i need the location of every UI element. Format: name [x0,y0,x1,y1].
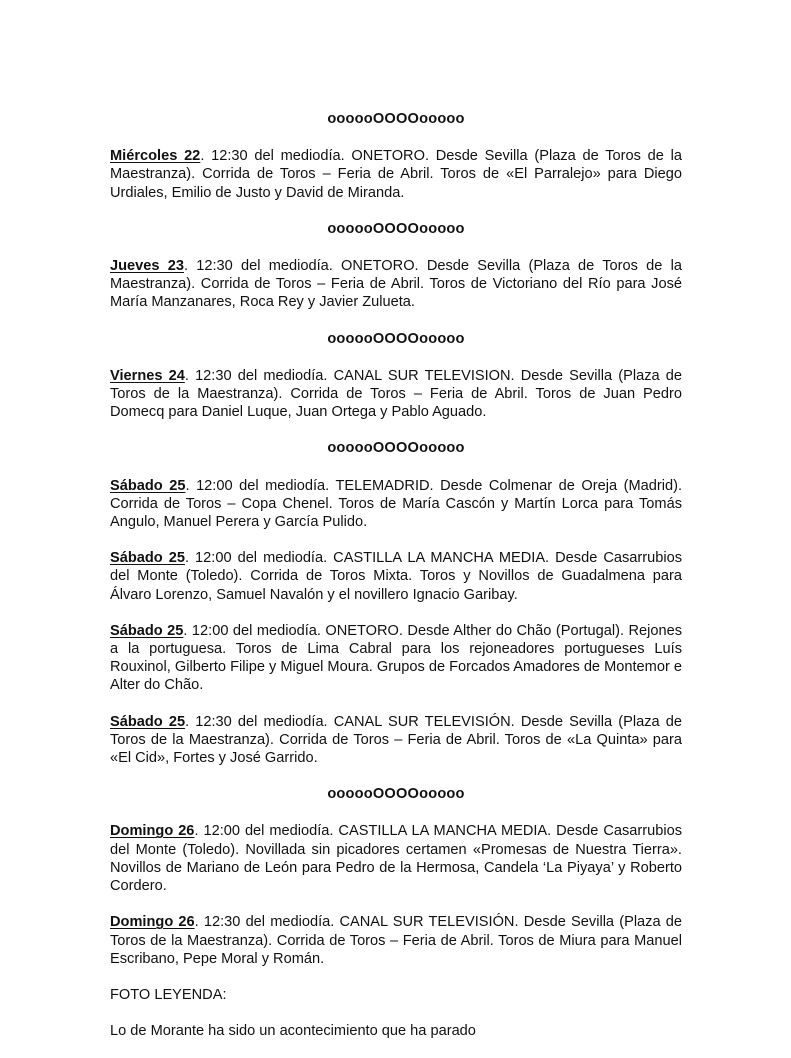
entry-day: Domingo 26 [110,823,195,840]
schedule-entry [110,822,682,895]
entry-day: Jueves 23 [110,258,184,275]
separator: oooooOOOOooooo [327,220,465,237]
schedule-entry [110,367,682,422]
separator: oooooOOOOooooo [327,786,465,803]
entry-day: Sábado 25 [110,550,185,567]
entry-day: Miércoles 22 [110,148,201,165]
entry-text: . 12:00 del mediodía. CASTILLA LA MANCHA MEDIA. Desde Casarrubios del Monte (Toledo). Corrida de Toros Mixta. Toros y Novillos de Guadalmena para Álvaro Lorenzo, Samuel Navalón y el novillero Ignacio Garibay. [110,550,683,603]
schedule-entry [110,549,682,604]
entry-text: . 12:00 del mediodía. TELEMADRID. Desde Colmenar de Oreja (Madrid). Corrida de Toros – Copa Chenel. Toros de María Cascón y Martín Lorca para Tomás Angulo, Manuel Perera y García Pulido. [110,477,683,531]
entry-day: Sábado 25 [110,477,186,494]
schedule-entry [110,622,682,695]
entry-text: . 12:00 del mediodía. ONETORO. Desde Alther do Chão (Portugal). Rejones a la portuguesa. Toros de Lima Cabral para los rejoneadores portugueses Luís Rouxinol, Gilberto Filipe y Miguel Moura. Grupos de Forcados Amadores de Montemor e Alter do Chão. [110,622,682,694]
entry-day: Viernes 24 [110,367,185,384]
separator: oooooOOOOooooo [327,330,465,347]
separator: oooooOOOOooooo [327,440,465,457]
schedule-entry [110,713,682,768]
caption-label: FOTO LEYENDA: [110,986,227,1003]
entry-text: . 12:30 del mediodía. CANAL SUR TELEVISION. Desde Sevilla (Plaza de Toros de la Maestranza). Corrida de Toros – Feria de Abril. Toros de Juan Pedro Domecq para Daniel Luque, Juan Ortega y Pablo Aguado. [110,367,682,421]
schedule-entry [110,913,682,968]
entry-text: . 12:30 del mediodía. CANAL SUR TELEVISIÓN. Desde Sevilla (Plaza de Toros de la Maestranza). Corrida de Toros – Feria de Abril. Toros de «La Quinta» para «El Cid», Fortes y José Garrido. [110,713,682,767]
entry-text: . 12:00 del mediodía. CASTILLA LA MANCHA MEDIA. Desde Casarrubios del Monte (Toledo). Novillada sin picadores certamen «Promesas de Nuestra Tierra». Novillos de Mariano de León para Pedro de la Hermosa, Candela ‘La Piyaya’ y Roberto Cordero. [110,823,683,895]
schedule-entry [110,147,682,202]
schedule-entry [110,477,682,532]
entry-day: Domingo 26 [110,914,195,931]
caption-text: Lo de Morante ha sido un acontecimiento que ha parado [110,1023,476,1040]
entry-text: . 12:30 del mediodía. CANAL SUR TELEVISIÓN. Desde Sevilla (Plaza de Toros de la Maestranza). Corrida de Toros – Feria de Abril. Toros de Miura para Manuel Escribano, Pepe Moral y Román. [110,914,682,967]
entry-text: . 12:30 del mediodía. ONETORO. Desde Sevilla (Plaza de Toros de la Maestranza). Corrida de Toros – Feria de Abril. Toros de Victoriano del Río para José María Manzanares, Roca Rey y Javier Zulueta. [110,258,682,311]
separator: oooooOOOOooooo [327,111,465,127]
entry-day: Sábado 25 [110,622,184,639]
entry-text: . 12:30 del mediodía. ONETORO. Desde Sevilla (Plaza de Toros de la Maestranza). Corrida de Toros – Feria de Abril. Toros de «El Parralejo» para Diego Urdiales, Emilio de Justo y David de Miranda. [110,148,682,201]
entry-day: Sábado 25 [110,713,186,730]
schedule-entry [110,257,682,312]
document-body [110,110,682,1058]
